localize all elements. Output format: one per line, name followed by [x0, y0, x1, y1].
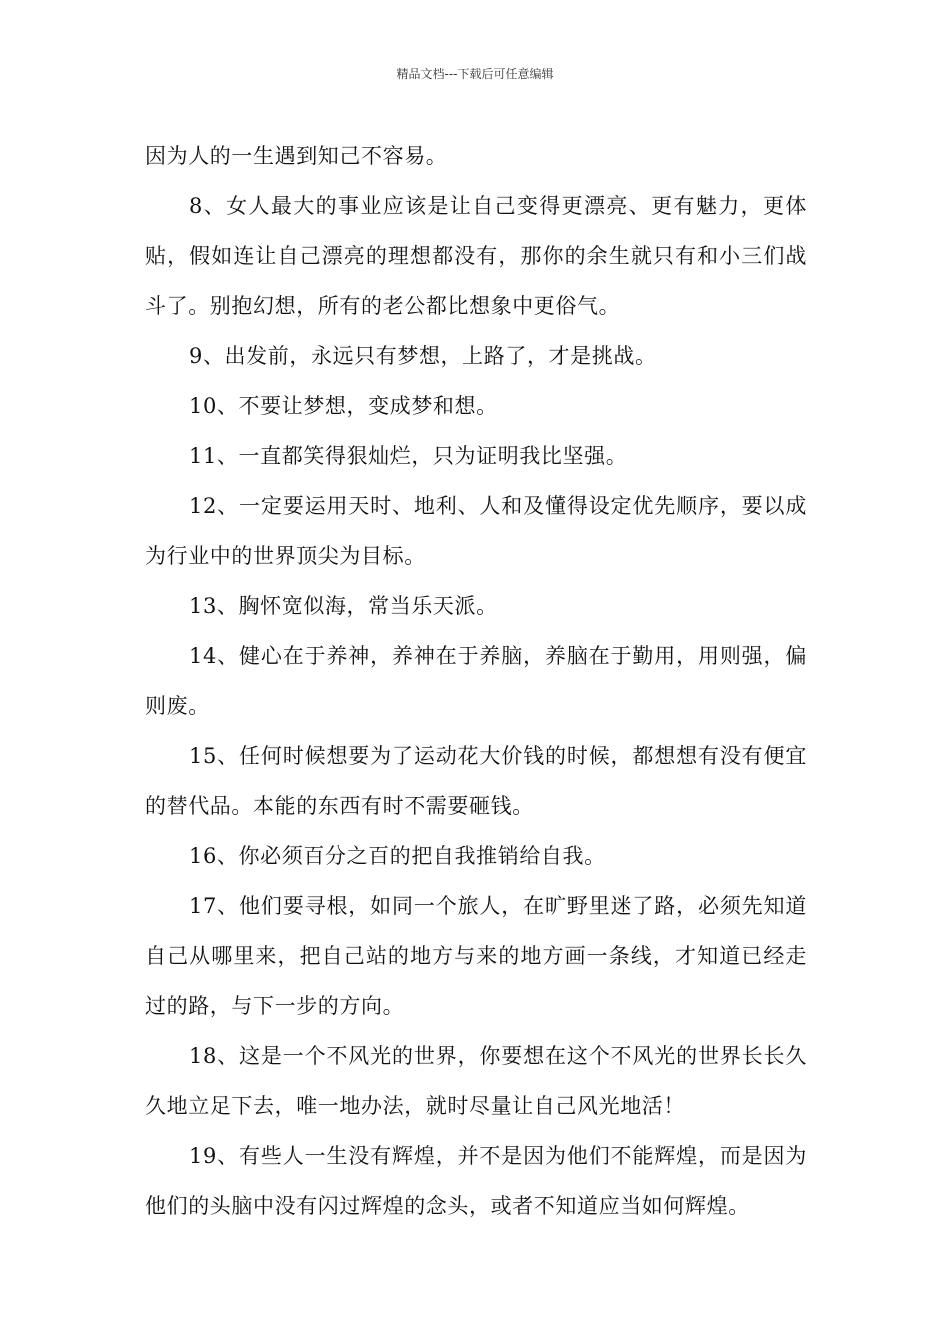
paragraph: 16、你必须百分之百的把自我推销给自我。 [189, 844, 606, 868]
paragraph: 15、任何时候想要为了运动花大价钱的时候，都想想有没有便宜的替代品。本能的东西有时不需要砸钱。 [145, 744, 807, 818]
paragraph: 12、一定要运用天时、地利、人和及懂得设定优先顺序，要以成为行业中的世界顶尖为目标。 [145, 494, 807, 568]
paragraph: 18、这是一个不风光的世界，你要想在这个不风光的世界长长久久地立足下去，唯一地办法，就时尽量让自己风光地活！ [145, 1044, 807, 1118]
paragraph: 14、健心在于养神，养神在于养脑，养脑在于勤用，用则强，偏则废。 [145, 644, 807, 718]
paragraph: 13、胸怀宽似海，常当乐天派。 [189, 594, 498, 618]
paragraph: 8、女人最大的事业应该是让自己变得更漂亮、更有魅力，更体贴，假如连让自己漂亮的理想都没有，那你的余生就只有和小三们战斗了。别抱幻想，所有的老公都比想象中更俗气。 [145, 194, 807, 318]
paragraph: 17、他们要寻根，如同一个旅人，在旷野里迷了路，必须先知道自己从哪里来，把自己站的地方与来的地方画一条线，才知道已经走过的路，与下一步的方向。 [145, 894, 807, 1018]
paragraph: 9、出发前，永远只有梦想，上路了，才是挑战。 [189, 344, 657, 368]
document-body [145, 131, 807, 1231]
paragraph: 19、有些人一生没有辉煌，并不是因为他们不能辉煌，而是因为他们的头脑中没有闪过辉煌的念头，或者不知道应当如何辉煌。 [145, 1144, 807, 1218]
paragraph: 因为人的一生遇到知己不容易。 [145, 144, 448, 168]
paragraph: 11、一直都笑得狠灿烂，只为证明我比坚强。 [189, 444, 628, 468]
page-header: 精品文档---下载后可任意编辑 [396, 67, 554, 81]
paragraph: 10、不要让梦想，变成梦和想。 [189, 394, 498, 418]
